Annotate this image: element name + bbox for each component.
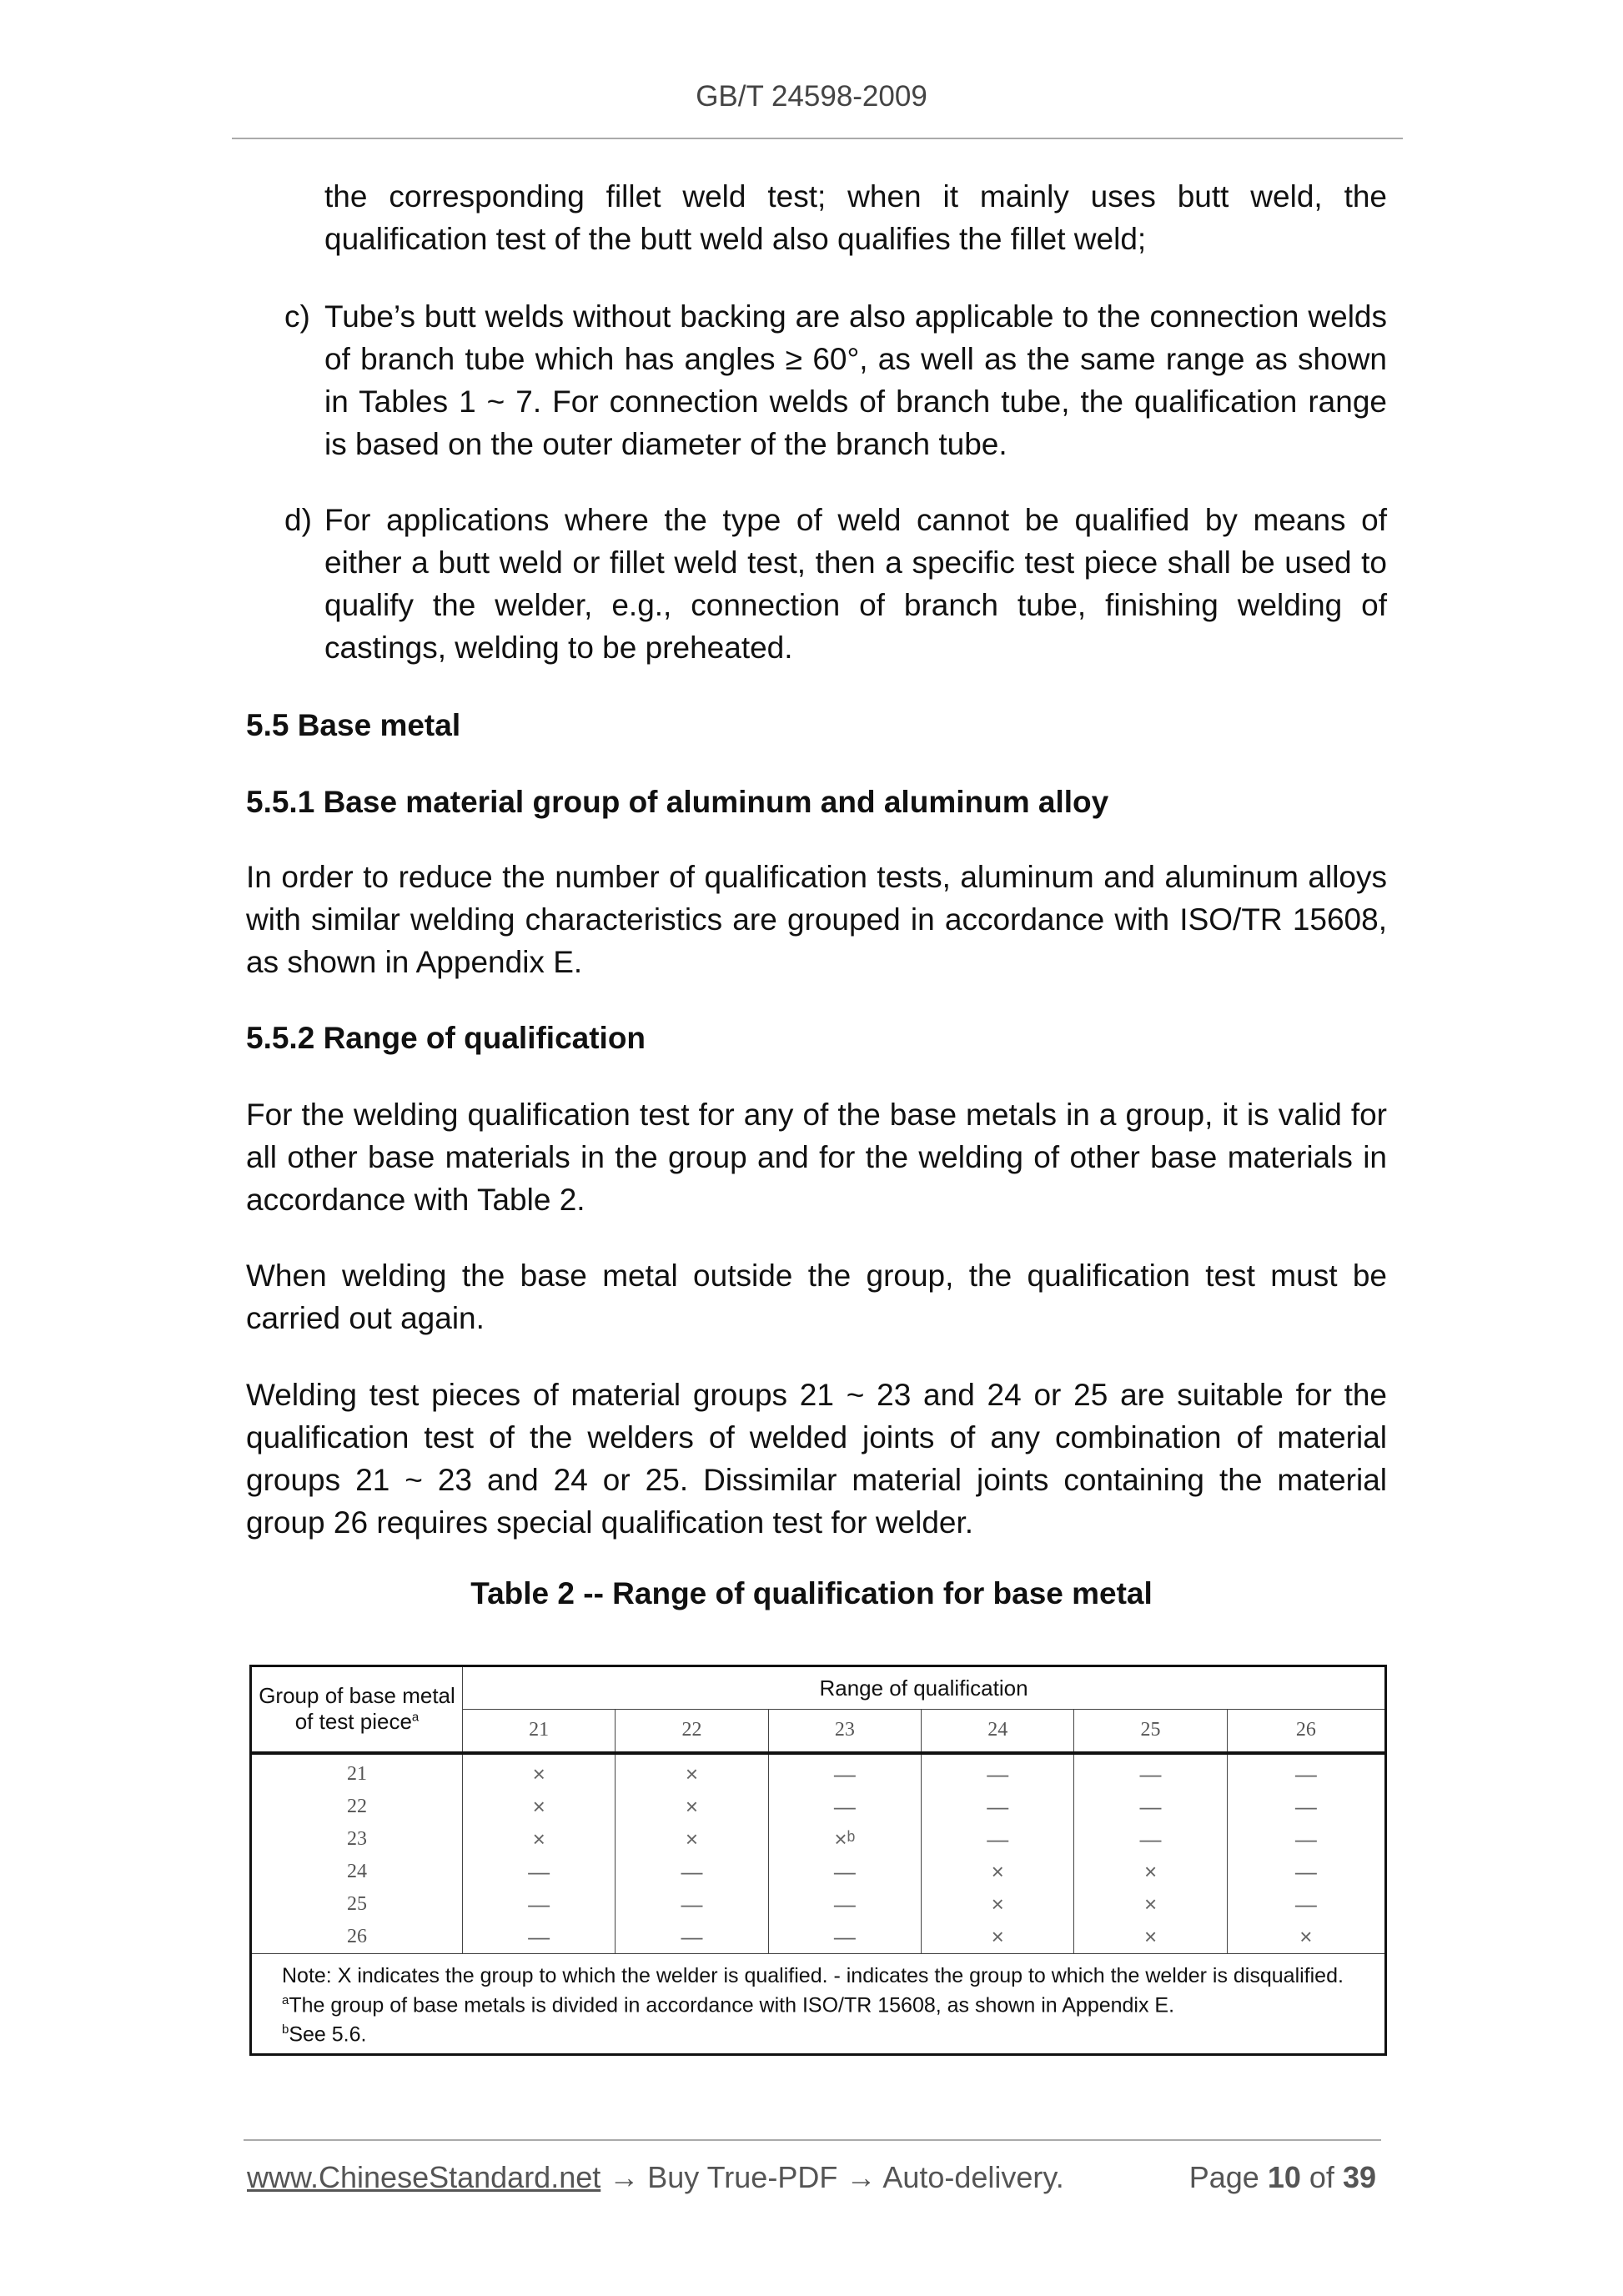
table-cell: — bbox=[1074, 1791, 1227, 1823]
footnote-mark: a bbox=[282, 1992, 289, 2007]
footnote-text: See 5.6. bbox=[289, 2022, 367, 2047]
section-heading-5-5-2: 5.5.2 Range of qualification bbox=[246, 1021, 646, 1055]
paragraph: For the welding qualification test for any of the base metals in a group, it is valid for all other base materials in the group and for the welding of other base materials in accordance with Table 2. bbox=[246, 1098, 1387, 1217]
table-cell: × bbox=[616, 1823, 768, 1856]
column-header: 21 bbox=[463, 1710, 616, 1753]
table-cell: — bbox=[616, 1856, 768, 1888]
table-note bbox=[251, 1953, 1386, 2055]
list-label: c) bbox=[284, 299, 310, 334]
table-cell: ×ᵇ bbox=[768, 1823, 921, 1856]
header-text: Group of base metal of test piece bbox=[259, 1683, 455, 1735]
table-cell: — bbox=[768, 1791, 921, 1823]
footnote-b bbox=[282, 2017, 1354, 2047]
table-cell: — bbox=[463, 1856, 616, 1888]
footnote-mark: a bbox=[411, 1710, 420, 1725]
continuation-text: the corresponding fillet weld test; when it mainly uses butt weld, the qualification test of the butt weld also qualifies the fillet weld; bbox=[324, 179, 1387, 256]
table-cell: × bbox=[463, 1753, 616, 1791]
table-row bbox=[251, 1921, 1386, 1954]
qualification-table bbox=[249, 1665, 1387, 2056]
table-row bbox=[251, 1823, 1386, 1856]
table-row bbox=[251, 1856, 1386, 1888]
page-number bbox=[1189, 2160, 1376, 2195]
footnote-text: The group of base metals is divided in accordance with ISO/TR 15608, as shown in Appendix E. bbox=[289, 1992, 1175, 2017]
table-cell: — bbox=[463, 1888, 616, 1921]
table-cell: × bbox=[922, 1888, 1074, 1921]
row-header: 24 bbox=[251, 1856, 463, 1888]
paragraph: Welding test pieces of material groups 21 ~ 23 and 24 or 25 are suitable for the qualification test of the welders of welded joints of any combination of material groups 21 ~ 23 and 24 or 25. Dissimilar material joints containing the material group 26 requires special qualification test for welder. bbox=[246, 1378, 1387, 1540]
footer-divider bbox=[244, 2139, 1381, 2141]
column-header: 23 bbox=[768, 1710, 921, 1753]
column-header-range: Range of qualification bbox=[463, 1666, 1386, 1710]
list-text: Tube’s butt welds without backing are also applicable to the connection welds of branch tube which has angles ≥ 60°, as well as the same range as shown in Tables 1 ~ 7. For connection welds of branch tube, the qualification range is based on the outer diameter of the branch tube. bbox=[324, 299, 1387, 461]
footer-promo-text: → Buy True-PDF → Auto-delivery. bbox=[600, 2160, 1064, 2194]
table-cell: × bbox=[1227, 1921, 1385, 1954]
column-header: 24 bbox=[922, 1710, 1074, 1753]
table-cell: — bbox=[922, 1753, 1074, 1791]
note-text: Note: X indicates the group to which the welder is qualified. - indicates the group to which the welder is disqualified. bbox=[282, 1963, 1344, 1987]
table-row bbox=[251, 1791, 1386, 1823]
table-cell: — bbox=[768, 1856, 921, 1888]
table-cell: — bbox=[616, 1888, 768, 1921]
footnote-mark: b bbox=[282, 2022, 289, 2037]
table-cell: — bbox=[1227, 1791, 1385, 1823]
section-heading-5-5: 5.5 Base metal bbox=[246, 708, 461, 742]
column-header-group bbox=[251, 1666, 463, 1753]
table-cell: — bbox=[1227, 1856, 1385, 1888]
table-cell: — bbox=[768, 1753, 921, 1791]
table-cell: — bbox=[768, 1888, 921, 1921]
table-cell: × bbox=[922, 1921, 1074, 1954]
column-header: 26 bbox=[1227, 1710, 1385, 1753]
total-pages: 39 bbox=[1342, 2160, 1376, 2194]
footer-promo bbox=[247, 2160, 1064, 2195]
paragraph: In order to reduce the number of qualification tests, aluminum and aluminum alloys with similar welding characteristics are grouped in accordance with ISO/TR 15608, as shown in Appendix E. bbox=[246, 860, 1387, 979]
list-item-c bbox=[284, 295, 1387, 465]
table-cell: — bbox=[1227, 1753, 1385, 1791]
footnote-a bbox=[282, 1988, 1354, 2017]
table-cell: × bbox=[616, 1791, 768, 1823]
list-item-d bbox=[284, 499, 1387, 669]
table-cell: — bbox=[463, 1921, 616, 1954]
row-header: 26 bbox=[251, 1921, 463, 1954]
current-page: 10 bbox=[1267, 2160, 1301, 2194]
table-cell: — bbox=[1227, 1823, 1385, 1856]
row-header: 23 bbox=[251, 1823, 463, 1856]
table-cell: — bbox=[1227, 1888, 1385, 1921]
column-header: 25 bbox=[1074, 1710, 1227, 1753]
table-cell: — bbox=[616, 1921, 768, 1954]
column-header: 22 bbox=[616, 1710, 768, 1753]
row-header: 22 bbox=[251, 1791, 463, 1823]
list-text: For applications where the type of weld cannot be qualified by means of either a butt weld or fillet weld test, then a specific test piece shall be used to qualify the welder, e.g., connection of branch tube, finishing welding of castings, welding to be preheated. bbox=[324, 503, 1387, 665]
section-heading-5-5-1: 5.5.1 Base material group of aluminum and aluminum alloy bbox=[246, 785, 1109, 819]
paragraph: When welding the base metal outside the group, the qualification test must be carried out again. bbox=[246, 1259, 1387, 1335]
page-label: Page bbox=[1188, 2160, 1259, 2194]
table-cell: × bbox=[1074, 1856, 1227, 1888]
table-cell: × bbox=[1074, 1921, 1227, 1954]
row-header: 25 bbox=[251, 1888, 463, 1921]
table-cell: — bbox=[1074, 1823, 1227, 1856]
table-row bbox=[251, 1753, 1386, 1791]
website-link[interactable]: www.ChineseStandard.net bbox=[247, 2160, 601, 2194]
table-cell: — bbox=[922, 1823, 1074, 1856]
table-row bbox=[251, 1888, 1386, 1921]
list-label: d) bbox=[284, 503, 312, 537]
table-cell: × bbox=[1074, 1888, 1227, 1921]
table-cell: × bbox=[463, 1791, 616, 1823]
table-cell: — bbox=[1074, 1753, 1227, 1791]
table-cell: × bbox=[922, 1856, 1074, 1888]
table-cell: × bbox=[463, 1823, 616, 1856]
table-cell: — bbox=[768, 1921, 921, 1954]
row-header: 21 bbox=[251, 1753, 463, 1791]
header-divider bbox=[232, 138, 1403, 139]
table-cell: — bbox=[922, 1791, 1074, 1823]
of-label: of bbox=[1309, 2160, 1334, 2194]
page-header: GB/T 24598-2009 bbox=[696, 80, 927, 113]
table-title: Table 2 -- Range of qualification for base metal bbox=[470, 1576, 1153, 1610]
table-cell: × bbox=[616, 1753, 768, 1791]
